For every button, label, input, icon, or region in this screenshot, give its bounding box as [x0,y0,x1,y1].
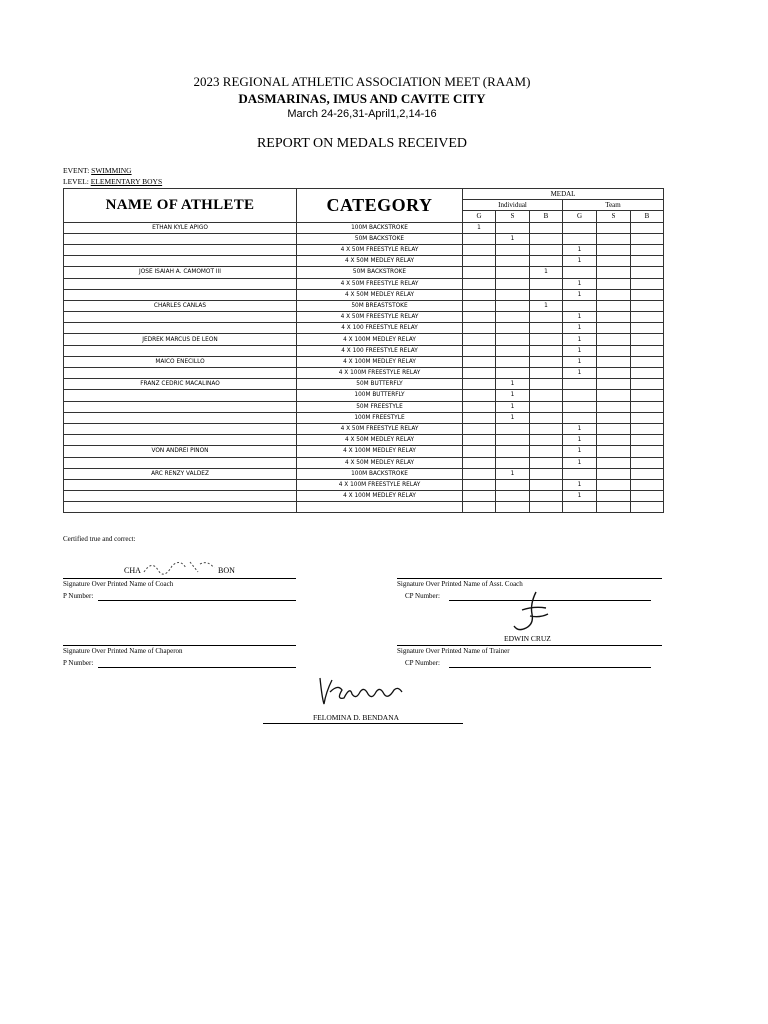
cp-number-label: CP Number: [405,592,440,600]
individual-silver-cell [496,334,530,345]
category-cell: 4 X 100M MEDLEY RELAY [297,356,463,367]
team-bronze-cell [631,345,664,356]
team-silver-cell [597,457,631,468]
individual-bronze-cell: 1 [530,267,563,278]
p-number-line-2 [98,667,296,668]
team-silver-cell [597,412,631,423]
medal-rows [64,222,664,513]
table-row [64,256,664,267]
individual-bronze-cell [530,423,563,434]
individual-gold-cell [463,256,496,267]
individual-silver-cell [496,256,530,267]
level-value: ELEMENTARY BOYS [90,177,163,186]
table-row [64,278,664,289]
athlete-name-cell: JOSE ISAIAH A. CAMOMOT III [64,267,297,278]
coach-name-end: BON [218,566,235,575]
event-title: 2023 REGIONAL ATHLETIC ASSOCIATION MEET (RAAM) [193,74,531,89]
table-row [64,334,664,345]
athlete-name-cell [64,244,297,255]
team-silver-cell [597,423,631,434]
individual-bronze-cell [530,256,563,267]
category-cell: 4 X 100M FREESTYLE RELAY [297,479,463,490]
individual-gold-cell [463,323,496,334]
individual-silver-cell [496,368,530,379]
team-silver-cell [597,435,631,446]
team-bronze-header: B [631,211,664,222]
individual-gold-cell [463,435,496,446]
category-cell: 100M BACKSTROKE [297,222,463,233]
individual-gold-cell [463,278,496,289]
individual-bronze-cell [530,435,563,446]
team-gold-cell: 1 [563,278,597,289]
athlete-name-cell [64,491,297,502]
table-row [64,323,664,334]
individual-gold-cell [463,267,496,278]
table-row [64,368,664,379]
team-gold-cell: 1 [563,446,597,457]
individual-gold-cell [463,368,496,379]
table-row [64,435,664,446]
individual-gold-cell [463,491,496,502]
individual-gold-cell [463,289,496,300]
team-silver-cell [597,401,631,412]
table-row [64,312,664,323]
team-bronze-cell [631,289,664,300]
individual-gold-cell [463,244,496,255]
team-gold-cell [563,267,597,278]
team-bronze-cell [631,446,664,457]
category-cell: 4 X 50M MEDLEY RELAY [297,435,463,446]
individual-header: Individual [463,200,563,211]
individual-bronze-cell [530,222,563,233]
team-bronze-cell [631,401,664,412]
individual-silver-cell [496,356,530,367]
team-gold-cell [563,379,597,390]
p-number-label: P Number: [63,592,94,600]
individual-silver-cell [496,289,530,300]
team-silver-cell [597,390,631,401]
table-row [64,457,664,468]
individual-bronze-cell [530,468,563,479]
individual-silver-cell: 1 [496,401,530,412]
athlete-name-cell: FRANZ CEDRIC MACALINAO [64,379,297,390]
individual-bronze-cell [530,379,563,390]
event-dates: March 24-26,31-April1,2,14-16 [287,108,437,120]
venue-title: DASMARINAS, IMUS AND CAVITE CITY [238,91,486,106]
team-bronze-cell [631,300,664,311]
individual-bronze-cell [530,390,563,401]
table-row [64,412,664,423]
team-silver-cell [597,278,631,289]
p-number-label-2: P Number: [63,659,94,667]
individual-bronze-cell [530,233,563,244]
team-bronze-cell [631,435,664,446]
category-cell: 50M BACKSTOKE [297,233,463,244]
event-value: SWIMMING [91,166,132,175]
category-cell: 4 X 100 FREESTYLE RELAY [297,345,463,356]
team-gold-cell [563,300,597,311]
team-silver-cell [597,267,631,278]
athlete-name-cell [64,401,297,412]
team-gold-cell [563,401,597,412]
team-gold-cell: 1 [563,457,597,468]
individual-silver-cell [496,267,530,278]
team-silver-cell [597,468,631,479]
category-column-header: CATEGORY [297,189,463,223]
level-line [63,177,162,186]
table-row [64,244,664,255]
table-row [64,491,664,502]
team-silver-cell [597,256,631,267]
team-bronze-cell [631,468,664,479]
bendana-name: FELOMINA D. BENDANA [313,713,400,722]
individual-silver-header: S [496,211,530,222]
team-gold-cell: 1 [563,435,597,446]
report-title: REPORT ON MEDALS RECEIVED [256,136,468,151]
table-row [64,267,664,278]
team-gold-cell: 1 [563,479,597,490]
cp-number-line-2 [449,667,651,668]
p-number-line [98,600,296,601]
individual-bronze-cell [530,334,563,345]
individual-gold-cell [463,468,496,479]
category-cell: 4 X 100M FREESTYLE RELAY [297,368,463,379]
individual-gold-header: G [463,211,496,222]
athlete-name-cell [64,312,297,323]
individual-gold-cell [463,446,496,457]
individual-gold-cell [463,356,496,367]
empty-cell [463,502,496,513]
individual-silver-cell [496,435,530,446]
empty-cell [597,502,631,513]
table-row [64,345,664,356]
individual-bronze-cell [530,345,563,356]
individual-silver-cell [496,312,530,323]
certified-text: Certified true and correct: [63,535,136,543]
empty-cell [297,502,463,513]
name-column-header: NAME OF ATHLETE [64,189,297,223]
coach-signature-scribble [140,556,220,578]
table-row [64,222,664,233]
asst-coach-label: Signature Over Printed Name of Asst. Coach [397,580,523,588]
individual-bronze-cell [530,368,563,379]
table-row [64,289,664,300]
category-cell: 4 X 100 FREESTYLE RELAY [297,323,463,334]
medal-header: MEDAL [463,189,664,200]
team-gold-header: G [563,211,597,222]
team-bronze-cell [631,278,664,289]
category-cell: 4 X 100M MEDLEY RELAY [297,334,463,345]
individual-silver-cell [496,278,530,289]
team-gold-cell: 1 [563,312,597,323]
team-silver-cell [597,491,631,502]
athlete-name-cell: ETHAN KYLE APIGO [64,222,297,233]
empty-cell [496,502,530,513]
athlete-name-cell [64,479,297,490]
team-gold-cell [563,233,597,244]
individual-gold-cell [463,423,496,434]
individual-gold-cell [463,390,496,401]
team-gold-cell [563,468,597,479]
team-gold-cell: 1 [563,289,597,300]
team-gold-cell: 1 [563,323,597,334]
team-bronze-cell [631,323,664,334]
table-row-empty [64,502,664,513]
category-cell: 4 X 50M MEDLEY RELAY [297,289,463,300]
team-bronze-cell [631,312,664,323]
category-cell: 4 X 50M FREESTYLE RELAY [297,312,463,323]
individual-bronze-header: B [530,211,563,222]
team-bronze-cell [631,222,664,233]
individual-gold-cell [463,457,496,468]
category-cell: 4 X 50M FREESTYLE RELAY [297,278,463,289]
individual-gold-cell [463,345,496,356]
individual-bronze-cell [530,244,563,255]
medal-table [63,188,664,513]
team-gold-cell: 1 [563,423,597,434]
table-row [64,356,664,367]
category-cell: 50M BACKSTROKE [297,267,463,278]
team-bronze-cell [631,368,664,379]
team-bronze-cell [631,479,664,490]
individual-silver-cell [496,323,530,334]
individual-bronze-cell [530,491,563,502]
individual-silver-cell [496,222,530,233]
individual-silver-cell [496,446,530,457]
category-cell: 100M FREESTYLE [297,412,463,423]
table-row [64,446,664,457]
individual-silver-cell [496,457,530,468]
table-row [64,379,664,390]
cp-number-label-2: CP Number: [405,659,440,667]
athlete-name-cell [64,345,297,356]
athlete-name-cell [64,289,297,300]
individual-gold-cell [463,401,496,412]
athlete-name-cell [64,233,297,244]
team-gold-cell [563,412,597,423]
team-silver-cell [597,368,631,379]
category-cell: 4 X 50M FREESTYLE RELAY [297,244,463,255]
team-silver-cell [597,446,631,457]
category-cell: 4 X 100M MEDLEY RELAY [297,446,463,457]
individual-bronze-cell [530,446,563,457]
team-bronze-cell [631,233,664,244]
table-row [64,401,664,412]
bendana-signature [312,670,408,712]
athlete-name-cell [64,323,297,334]
empty-cell [64,502,297,513]
individual-bronze-cell: 1 [530,300,563,311]
team-gold-cell: 1 [563,334,597,345]
team-silver-cell [597,334,631,345]
individual-gold-cell [463,300,496,311]
team-silver-cell [597,379,631,390]
individual-gold-cell [463,479,496,490]
table-row [64,233,664,244]
athlete-name-cell [64,368,297,379]
category-cell: 50M BREASTSTOKE [297,300,463,311]
team-silver-header: S [597,211,631,222]
team-silver-cell [597,356,631,367]
team-gold-cell: 1 [563,345,597,356]
team-gold-cell: 1 [563,356,597,367]
individual-bronze-cell [530,401,563,412]
athlete-name-cell [64,278,297,289]
table-row [64,479,664,490]
individual-silver-cell [496,300,530,311]
individual-bronze-cell [530,457,563,468]
category-cell: 100M BUTTERFLY [297,390,463,401]
team-silver-cell [597,244,631,255]
individual-bronze-cell [530,479,563,490]
team-bronze-cell [631,267,664,278]
team-silver-cell [597,233,631,244]
category-cell: 50M FREESTYLE [297,401,463,412]
athlete-name-cell [64,256,297,267]
table-row [64,390,664,401]
individual-silver-cell: 1 [496,390,530,401]
category-cell: 4 X 50M MEDLEY RELAY [297,256,463,267]
empty-cell [631,502,664,513]
team-bronze-cell [631,379,664,390]
team-bronze-cell [631,412,664,423]
team-bronze-cell [631,457,664,468]
team-silver-cell [597,312,631,323]
team-gold-cell [563,222,597,233]
category-cell: 100M BACKSTROKE [297,468,463,479]
team-silver-cell [597,479,631,490]
individual-gold-cell: 1 [463,222,496,233]
individual-silver-cell: 1 [496,412,530,423]
coach-signature-line [63,578,296,579]
individual-bronze-cell [530,289,563,300]
individual-silver-cell [496,345,530,356]
individual-gold-cell [463,312,496,323]
athlete-name-cell: MAICO ENECILLO [64,356,297,367]
team-bronze-cell [631,423,664,434]
trainer-signature-line [397,645,662,646]
athlete-name-cell [64,423,297,434]
category-cell: 4 X 50M MEDLEY RELAY [297,457,463,468]
team-silver-cell [597,323,631,334]
chaperon-signature-line [63,645,296,646]
individual-gold-cell [463,233,496,244]
team-gold-cell [563,390,597,401]
table-row [64,423,664,434]
athlete-name-cell: CHARLES CANLAS [64,300,297,311]
individual-silver-cell [496,479,530,490]
athlete-name-cell: JEDREK MARCUS DE LEON [64,334,297,345]
asst-coach-signature-line [397,578,662,579]
team-gold-cell: 1 [563,368,597,379]
team-header: Team [563,200,664,211]
athlete-name-cell: VON ANDREI PINON [64,446,297,457]
team-silver-cell [597,289,631,300]
individual-silver-cell [496,491,530,502]
individual-silver-cell: 1 [496,468,530,479]
table-row [64,300,664,311]
team-bronze-cell [631,244,664,255]
team-bronze-cell [631,491,664,502]
team-silver-cell [597,345,631,356]
category-cell: 50M BUTTERFLY [297,379,463,390]
team-gold-cell: 1 [563,491,597,502]
individual-bronze-cell [530,323,563,334]
event-line [63,166,132,175]
individual-bronze-cell [530,312,563,323]
individual-silver-cell: 1 [496,379,530,390]
individual-silver-cell [496,244,530,255]
bendana-signature-line [263,723,463,724]
individual-silver-cell: 1 [496,233,530,244]
individual-gold-cell [463,334,496,345]
empty-cell [530,502,563,513]
athlete-name-cell [64,435,297,446]
trainer-name: EDWIN CRUZ [504,634,551,643]
team-bronze-cell [631,390,664,401]
individual-silver-cell [496,423,530,434]
trainer-label: Signature Over Printed Name of Trainer [397,647,510,655]
category-cell: 4 X 100M MEDLEY RELAY [297,491,463,502]
team-gold-cell: 1 [563,244,597,255]
empty-cell [563,502,597,513]
team-bronze-cell [631,256,664,267]
individual-gold-cell [463,379,496,390]
team-silver-cell [597,222,631,233]
event-label: EVENT: [63,166,90,175]
coach-name-start: CHA [124,566,141,575]
coach-label: Signature Over Printed Name of Coach [63,580,174,588]
individual-gold-cell [463,412,496,423]
team-silver-cell [597,300,631,311]
individual-bronze-cell [530,278,563,289]
trainer-signature [500,588,560,636]
team-gold-cell: 1 [563,256,597,267]
athlete-name-cell: ARC RENZY VALDEZ [64,468,297,479]
team-bronze-cell [631,334,664,345]
athlete-name-cell [64,390,297,401]
athlete-name-cell [64,457,297,468]
individual-bronze-cell [530,356,563,367]
athlete-name-cell [64,412,297,423]
chaperon-label: Signature Over Printed Name of Chaperon [63,647,183,655]
level-label: LEVEL: [63,177,89,186]
individual-bronze-cell [530,412,563,423]
table-row [64,468,664,479]
team-bronze-cell [631,356,664,367]
category-cell: 4 X 50M FREESTYLE RELAY [297,423,463,434]
